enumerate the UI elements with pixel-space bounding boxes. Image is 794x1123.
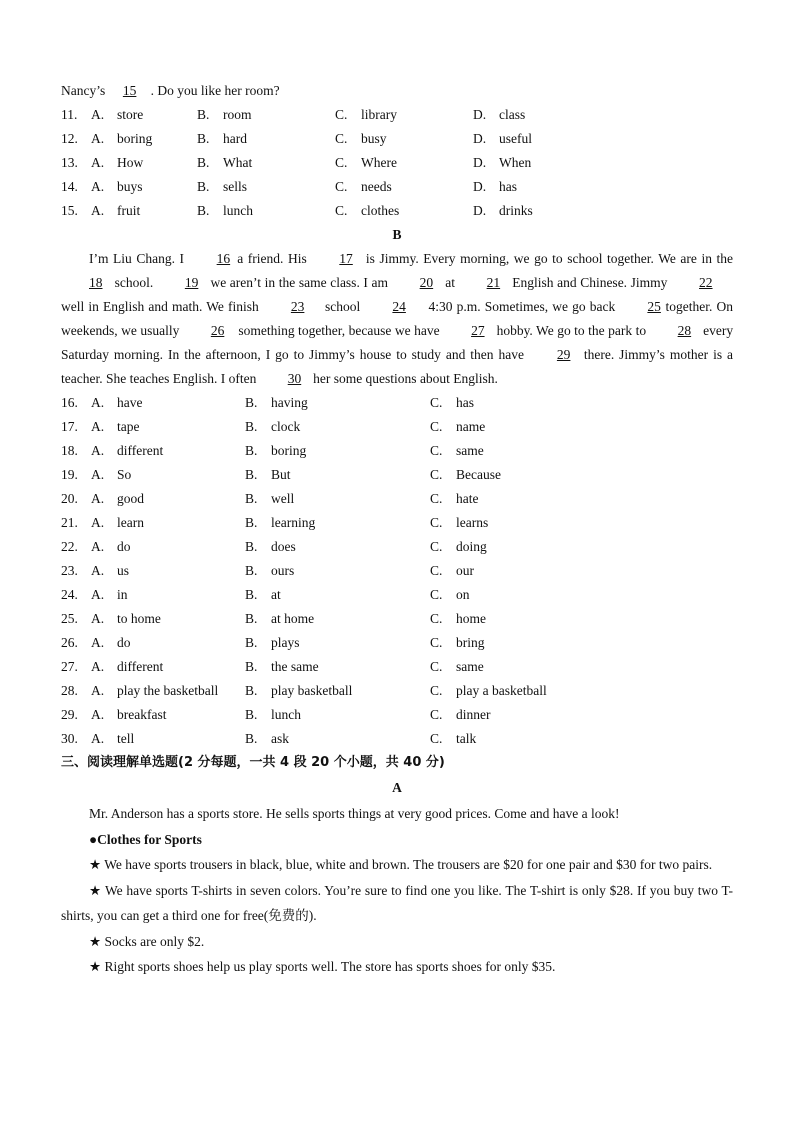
option-text: So (117, 467, 132, 482)
option-letter: B. (245, 635, 258, 650)
option-b (245, 463, 430, 487)
option-letter: B. (245, 443, 258, 458)
option-letter: A. (91, 731, 105, 746)
reading-a-item-trousers: ★ We have sports trousers in black, blue, white and brown. The trousers are $20 for one pair and $30 for two pairs. (89, 857, 713, 872)
option-text: lunch (223, 203, 253, 218)
question-row (61, 535, 733, 559)
option-text: plays (271, 635, 300, 650)
question-number: 27. (61, 659, 78, 674)
option-b (245, 439, 430, 463)
question-row (61, 679, 733, 703)
question-row (61, 511, 733, 535)
option-b (197, 151, 335, 175)
question-number: 13. (61, 155, 78, 170)
option-c (430, 559, 474, 583)
blank-20: 20 (419, 275, 434, 290)
option-c (430, 439, 484, 463)
option-letter: C. (430, 611, 443, 626)
option-letter: D. (473, 179, 487, 194)
question-number: 22. (61, 539, 78, 554)
option-text: at home (271, 611, 315, 626)
blank-27: 27 (471, 323, 485, 338)
option-c (430, 583, 470, 607)
option-text: good (117, 491, 144, 506)
option-a (91, 463, 245, 487)
question-number: 23. (61, 563, 78, 578)
option-a (91, 127, 197, 151)
option-c (335, 103, 473, 127)
option-letter: B. (245, 731, 258, 746)
option-b (245, 559, 430, 583)
option-letter: A. (91, 707, 105, 722)
option-text: busy (361, 131, 387, 146)
option-letter: C. (430, 659, 443, 674)
blank-25: 25 (647, 299, 661, 314)
option-b (245, 583, 430, 607)
option-letter: B. (197, 203, 210, 218)
option-text: clothes (361, 203, 400, 218)
option-text: same (456, 659, 484, 674)
option-b (245, 415, 430, 439)
option-b (245, 655, 430, 679)
question-row (61, 151, 733, 175)
questions-11-15 (61, 103, 733, 223)
option-c (430, 463, 501, 487)
option-letter: B. (245, 491, 258, 506)
option-letter: B. (245, 419, 258, 434)
option-a (91, 391, 245, 415)
option-text: dinner (456, 707, 491, 722)
section-3-title: 三、阅读理解单选题(2 分每题，一共 4 段 20 个小题，共 40 分) (61, 755, 445, 770)
option-text: our (456, 563, 474, 578)
option-text: do (117, 635, 131, 650)
question-number: 21. (61, 515, 78, 530)
blank-16: 16 (216, 251, 231, 266)
option-letter: B. (245, 395, 258, 410)
blank-17: 17 (339, 251, 353, 266)
question-row (61, 631, 733, 655)
reading-a-item-tshirts: ★ We have sports T-shirts in seven colors. You’re sure to find one you like. The T-shirt is only $28. If you buy two T-shirts, you can get a third one for free(免费的). (61, 882, 733, 923)
reading-a-heading: A (392, 780, 402, 795)
question-number: 17. (61, 419, 78, 434)
question-number: 29. (61, 707, 78, 722)
question-number: 25. (61, 611, 78, 626)
blank-24: 24 (392, 299, 406, 314)
passage-b: I’m Liu Chang. I 16 a friend. His 17 is Jimmy. Every morning, we go to school together. We are in the 18 school. 19 we aren’t in the same class. I am 20 at 21 English and Chinese. Jimmy 22 well in English and math. We finish 23 school 24 4:30 p.m. Sometimes, we go back 25 together. On weekends, we usually 26 something together, because we have 27 hobby. We go to the park to 28 every Saturday morning. In the afternoon, I go to Jimmy’s house to study and then have 29 there. Jimmy’s mother is a teacher. She teaches English. I often 30 her some questions about English. (61, 247, 733, 391)
option-letter: B. (245, 611, 258, 626)
option-letter: B. (245, 467, 258, 482)
question-number: 11. (61, 107, 78, 122)
option-letter: C. (430, 587, 443, 602)
option-c (430, 727, 476, 751)
blank-22: 22 (699, 275, 713, 290)
option-text: home (456, 611, 486, 626)
question-number: 18. (61, 443, 78, 458)
option-b (245, 487, 430, 511)
option-text: at (271, 587, 281, 602)
option-text: fruit (117, 203, 141, 218)
blank-29: 29 (556, 347, 571, 362)
option-text: name (456, 419, 486, 434)
option-text: When (499, 155, 532, 170)
option-b (197, 175, 335, 199)
option-letter: C. (335, 155, 348, 170)
option-a (91, 439, 245, 463)
question-number: 26. (61, 635, 78, 650)
option-a (91, 727, 245, 751)
option-letter: D. (473, 203, 487, 218)
option-text: does (271, 539, 296, 554)
option-c (335, 199, 473, 223)
question-row (61, 463, 733, 487)
option-text: on (456, 587, 470, 602)
question-number: 20. (61, 491, 78, 506)
question-row (61, 199, 733, 223)
option-b (245, 703, 430, 727)
option-text: boring (117, 131, 153, 146)
option-c (430, 703, 491, 727)
option-letter: C. (335, 131, 348, 146)
option-text: ours (271, 563, 295, 578)
reading-a-intro: Mr. Anderson has a sports store. He sells sports things at very good prices. Come and have a look! (89, 806, 620, 821)
option-letter: D. (473, 131, 487, 146)
option-letter: C. (430, 467, 443, 482)
question-number: 28. (61, 683, 78, 698)
option-text: well (271, 491, 295, 506)
option-b (245, 535, 430, 559)
option-letter: C. (430, 419, 443, 434)
option-text: tell (117, 731, 135, 746)
option-c (430, 415, 485, 439)
option-text: doing (456, 539, 487, 554)
option-text: clock (271, 419, 301, 434)
option-b (245, 631, 430, 655)
reading-a (61, 775, 733, 980)
option-letter: C. (430, 635, 443, 650)
option-text: us (117, 563, 130, 578)
option-d (473, 199, 611, 223)
option-a (91, 175, 197, 199)
question-row (61, 703, 733, 727)
blank-26: 26 (210, 323, 225, 338)
option-a (91, 631, 245, 655)
option-text: hate (456, 491, 479, 506)
option-b (245, 607, 430, 631)
option-b (245, 391, 430, 415)
question-row (61, 415, 733, 439)
option-text: learning (271, 515, 316, 530)
option-text: play a basketball (456, 683, 547, 698)
option-a (91, 607, 245, 631)
question-row (61, 487, 733, 511)
question-row (61, 607, 733, 631)
option-d (473, 127, 611, 151)
option-text: lunch (271, 707, 301, 722)
option-b (245, 679, 430, 703)
option-a (91, 151, 197, 175)
option-text: class (499, 107, 526, 122)
question-row (61, 727, 733, 751)
option-letter: C. (335, 203, 348, 218)
question-row (61, 655, 733, 679)
option-text: play basketball (271, 683, 353, 698)
option-letter: D. (473, 107, 487, 122)
option-letter: B. (245, 515, 258, 530)
option-text: has (456, 395, 474, 410)
question-number: 24. (61, 587, 78, 602)
option-letter: B. (197, 131, 210, 146)
blank-15: 15 (122, 83, 137, 98)
option-b (245, 727, 430, 751)
option-a (91, 103, 197, 127)
option-letter: C. (430, 515, 443, 530)
option-letter: A. (91, 131, 105, 146)
option-letter: B. (245, 563, 258, 578)
option-letter: A. (91, 611, 105, 626)
option-b (197, 127, 335, 151)
question-row (61, 559, 733, 583)
option-letter: A. (91, 203, 105, 218)
option-letter: C. (335, 179, 348, 194)
option-letter: B. (245, 659, 258, 674)
option-text: bring (456, 635, 485, 650)
option-letter: C. (430, 443, 443, 458)
option-text: breakfast (117, 707, 167, 722)
questions-16-30 (61, 391, 733, 751)
blank-18: 18 (89, 275, 103, 290)
blank-19: 19 (184, 275, 199, 290)
option-b (197, 199, 335, 223)
option-c (430, 511, 488, 535)
question-row (61, 127, 733, 151)
option-letter: A. (91, 179, 105, 194)
option-text: learns (456, 515, 489, 530)
question-number: 12. (61, 131, 78, 146)
option-text: drinks (499, 203, 533, 218)
option-a (91, 655, 245, 679)
option-letter: A. (91, 563, 105, 578)
blank-21: 21 (486, 275, 501, 290)
option-a (91, 583, 245, 607)
option-text: talk (456, 731, 477, 746)
blank-30: 30 (287, 371, 302, 386)
option-text: to home (117, 611, 161, 626)
option-letter: C. (430, 491, 443, 506)
option-c (430, 679, 547, 703)
option-a (91, 415, 245, 439)
reading-a-item-shoes: ★ Right sports shoes help us play sports well. The store has sports shoes for only $35. (89, 959, 556, 974)
option-text: library (361, 107, 397, 122)
option-c (430, 631, 485, 655)
option-letter: B. (245, 539, 258, 554)
option-text: But (271, 467, 291, 482)
option-letter: A. (91, 635, 105, 650)
question-number: 19. (61, 467, 78, 482)
option-letter: B. (245, 683, 258, 698)
question-row (61, 175, 733, 199)
option-text: different (117, 659, 164, 674)
option-letter: A. (91, 467, 105, 482)
option-text: room (223, 107, 252, 122)
option-letter: B. (197, 179, 210, 194)
option-text: hard (223, 131, 247, 146)
question-number: 30. (61, 731, 78, 746)
option-letter: C. (430, 707, 443, 722)
option-letter: B. (245, 587, 258, 602)
option-text: Because (456, 467, 501, 482)
option-text: boring (271, 443, 307, 458)
option-c (430, 607, 486, 631)
option-a (91, 703, 245, 727)
question-row (61, 583, 733, 607)
passage-a-last-line: Nancy’s 15 . Do you like her room? (61, 79, 733, 103)
option-letter: A. (91, 419, 105, 434)
option-a (91, 511, 245, 535)
question-number: 16. (61, 395, 78, 410)
option-d (473, 175, 611, 199)
option-letter: C. (430, 731, 443, 746)
option-letter: A. (91, 443, 105, 458)
option-letter: A. (91, 107, 105, 122)
option-text: What (223, 155, 253, 170)
option-d (473, 103, 611, 127)
option-c (430, 535, 487, 559)
option-letter: C. (430, 539, 443, 554)
option-text: sells (223, 179, 248, 194)
question-row (61, 103, 733, 127)
reading-a-item-socks: ★ Socks are only $2. (89, 933, 205, 949)
blank-23: 23 (290, 299, 305, 314)
option-text: ask (271, 731, 289, 746)
option-text: tape (117, 419, 140, 434)
option-a (91, 199, 197, 223)
option-a (91, 559, 245, 583)
blank-28: 28 (677, 323, 692, 338)
option-letter: C. (335, 107, 348, 122)
option-text: How (117, 155, 144, 170)
question-row (61, 391, 733, 415)
option-d (473, 151, 611, 175)
option-letter: B. (197, 107, 210, 122)
option-c (430, 487, 479, 511)
option-letter: A. (91, 395, 105, 410)
option-text: different (117, 443, 164, 458)
option-c (430, 391, 474, 415)
option-c (335, 151, 473, 175)
option-letter: A. (91, 155, 105, 170)
option-text: buys (117, 179, 143, 194)
option-a (91, 535, 245, 559)
option-text: store (117, 107, 144, 122)
option-a (91, 487, 245, 511)
option-letter: C. (430, 395, 443, 410)
option-text: learn (117, 515, 144, 530)
option-b (245, 511, 430, 535)
option-text: Where (361, 155, 397, 170)
option-text: play the basketball (117, 683, 219, 698)
option-text: in (117, 587, 128, 602)
option-letter: C. (430, 683, 443, 698)
option-letter: A. (91, 539, 105, 554)
option-letter: B. (245, 707, 258, 722)
option-text: the same (271, 659, 319, 674)
option-c (335, 175, 473, 199)
option-letter: B. (197, 155, 210, 170)
option-c (335, 127, 473, 151)
reading-a-subheading: ●Clothes for Sports (89, 831, 202, 847)
option-letter: C. (430, 563, 443, 578)
question-number: 14. (61, 179, 78, 194)
option-letter: A. (91, 587, 105, 602)
option-text: useful (499, 131, 532, 146)
option-c (430, 655, 484, 679)
option-letter: A. (91, 659, 105, 674)
option-letter: A. (91, 515, 105, 530)
option-b (197, 103, 335, 127)
option-letter: D. (473, 155, 487, 170)
option-text: has (499, 179, 517, 194)
exam-page (61, 79, 733, 980)
option-text: do (117, 539, 131, 554)
option-text: needs (361, 179, 392, 194)
section-b-heading: B (392, 227, 402, 242)
option-letter: A. (91, 491, 105, 506)
option-text: having (271, 395, 308, 410)
option-text: have (117, 395, 143, 410)
option-text: same (456, 443, 484, 458)
option-a (91, 679, 245, 703)
question-number: 15. (61, 203, 78, 218)
question-row (61, 439, 733, 463)
option-letter: A. (91, 683, 105, 698)
